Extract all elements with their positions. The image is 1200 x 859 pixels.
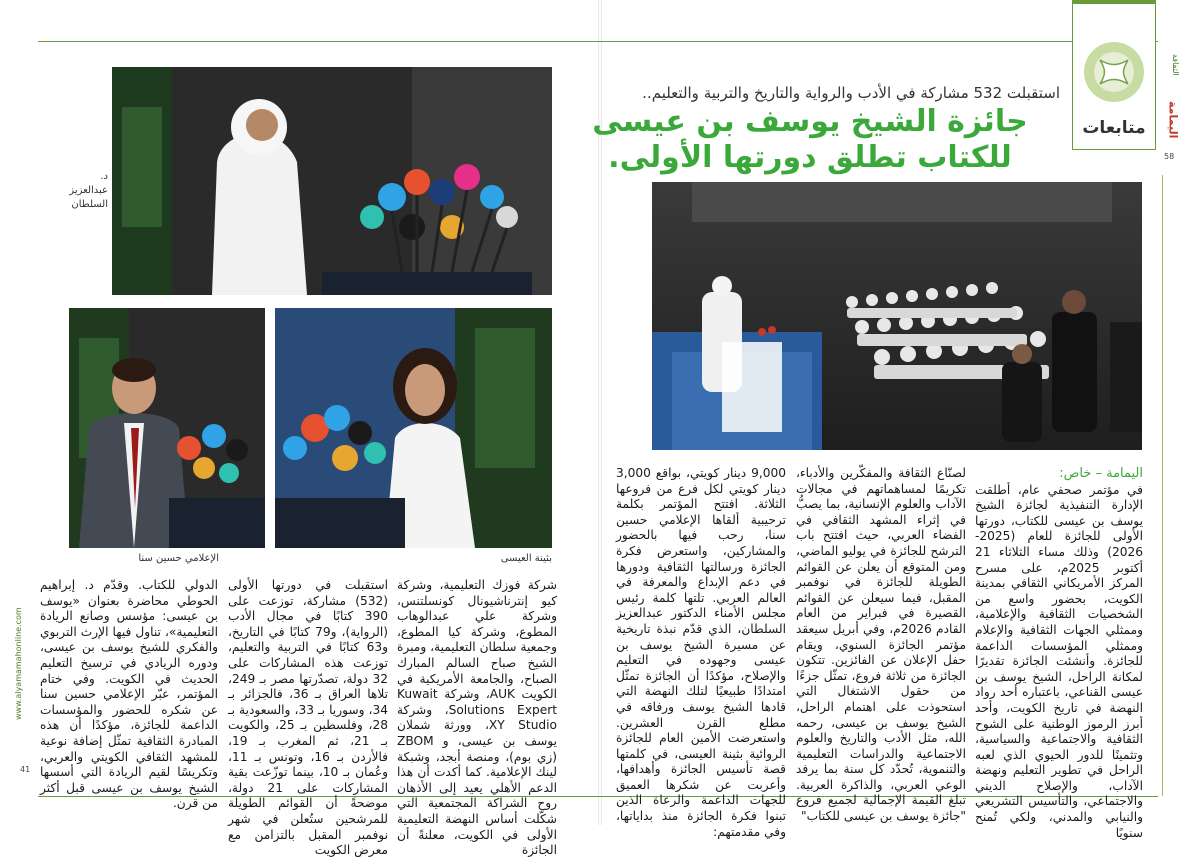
headline-line-2: للكتاب تطلق دورتها الأولى. [608, 140, 1012, 175]
column-4-text: شركة فوزك التعليمية، وشركة كيو إنترناشيونال كونسلتنس، وشركة علي عبدالوهاب المطوع، وشركة كيا المطوع، وجمعية سلطان التعليمية، ومبرة الشيخ صباح السالم المبارك الصباح، والجامعة الأمريكية في الكويت AUK، وشركة Kuwait Solutions Expert، وشركة XY Studio، وورثة شملان يوسف بن عيسى، و ZBOM (زي بوم)، ومنصة أبجد، وشبكة لينك الإعلامية. كما أكدت أن هذا الدعم الأهلي يعيد إلى الأذهان روح الشراكة المجتمعية التي شكّلت أساس النهضة التعليمية الأولى في الكويت، معلنةً أن الجائزة [397, 578, 557, 858]
article-column-3 [616, 466, 786, 839]
section-label: متابعات [1082, 118, 1146, 138]
magazine-logo: اليمامة [1166, 101, 1180, 139]
side-rule [1162, 175, 1163, 796]
section-tab-bar [1072, 0, 1156, 4]
column-1-text: في مؤتمر صحفي عام، أطلقت الإدارة التنفيذية لجائزة الشيخ يوسف بن عيسى للكتاب، دورتها الأولى للجائزة للعام (2025-2026) وذلك مساء الثلاثاء 21 أكتوبر 2025م، على مسرح المركز الأمريكاني الثقافي بمدينة الكويت، بحضور واسع من الشخصيات الثقافية والإعلامية، وممثلي الجهات الثقافية والإعلام وممثلي المؤسسات الداعمة للجائزة. وأنشئت الجائزة تقديرًا لمكانة الراحل، الشيخ يوسف بن عيسى القناعي، باعتباره أحد رواد النهضة في تاريخ الكويت، وأحد أبرز الرموز الوطنية على الشوح الثقافية والاجتماعية والسياسية، وتثمينًا للدور الحيوي الذي لعبه الراحل في تطوير التعليم ونهضة الآداب، والإصلاح الديني والاجتماعي، والتأسيس التشريعي والنيابي والمدني، ولكي تُمنح سنويًا [975, 482, 1143, 840]
section-vertical-label: الثقافة [1171, 54, 1180, 76]
speaker-photo-buthaina [275, 308, 552, 548]
article-column-4 [397, 578, 557, 858]
top-rule [38, 41, 1158, 42]
caption-sultan-line-1: د. عبدالعزيز [69, 171, 108, 196]
article-column-1 [975, 466, 1143, 840]
speaker-photo-hussein [69, 308, 265, 548]
page-number-left: 41 [20, 765, 31, 774]
caption-hussein: الإعلامي حسين سنا [138, 553, 219, 564]
column-2-text: لصنّاع الثقافة والمفكّرين والأدباء، تكريمًا لمساهماتهم في مجالات الآداب والعلوم الإنسانية، بما يصبُّ في إثراء المشهد الثقافي في الفضاء العربي، حيث افتتح باب الترشح للجائزة في يوليو الماضي، ومن المتوقع أن يعلن عن القوائم الطويلة للجائزة في نوفمبر المقبل، فيما سيعلن عن القوائم القصيرة في فبراير من العام القادم 2026م، وفي أبريل سيعقد مؤتمر الجائزة السنوي، ويقام حفل الإعلان عن الفائزين. تتكون الجائزة من ثلاثة فروع، تمثّل جزءًا من حقول الاشتغال التي استحوذت على اهتمام الراحل، الشيخ يوسف بن عيسى، رحمه الله، مثل الأدب والتاريخ والعلوم الاجتماعية والدراسات التعليمية والتنموية، تُحدّد كل سنة بما يرفد الوعي العربي، والذاكرة العربية. تبلغ القيمة الإجمالية لجميع فروع "جائزة يوسف بن عيسى للكتاب" [796, 466, 967, 824]
article-byline: اليمامة – خاص: [1059, 466, 1143, 481]
article-column-5 [228, 578, 389, 858]
caption-buthaina: بثينة العيسى [500, 553, 552, 564]
caption-sultan-line-2: السلطان [71, 199, 108, 210]
article-kicker: استقبلت 532 مشاركة في الأدب والرواية والتاريخ والتربية والتعليم.. [642, 84, 1060, 102]
website-url: www.alyamamahonline.com [14, 607, 23, 720]
article-column-2 [796, 466, 967, 824]
column-5-text: استقبلت في دورتها الأولى (532) مشاركة، توزعت على 390 كتابًا في مجال الأدب (الرواية)، و79 كتابًا في التاريخ، و63 كتابًا في التربية والتعليم، توزعت هذه المشاركات على 32 دولة، تصدّرتها مصر بـ 249، تلاها العراق بـ 36، فالجزائر بـ 34، وسوريا بـ 33، والسعودية بـ 28، وفلسطين بـ 25، والكويت بـ 21، ثم المغرب بـ 19، فالأردن بـ 16، وتونس بـ 11، وعُمان بـ 10، بينما توزّعت بقية المشاركات على 21 دولة، موضحةً أن القوائم الطويلة للمرشحين ستُعلن في شهر نوفمبر المقبل بالتزامن مع معرض الكويت [228, 578, 389, 858]
speaker-photo-sultan [112, 67, 552, 295]
section-logo-icon [1084, 42, 1144, 102]
column-3-text: 9,000 دينار كويتي، بواقع 3,000 دينار كويتي لكل فرع من فروعها الثلاثة. افتتح المؤتمر بكلمة ترحيبية ألقاها الإعلامي حسين سنا، رحب فيها بالحضور والمشاركين، واستعرض فكرة الجائزة ورسالتها الثقافية ودورها في دعم الإبداع والمعرفة في العالم العربي. تلتها كلمة رئيس مجلس الأمناء الدكتور عبدالعزيز السلطان، الذي قدّم نبذة تاريخية عن مسيرة الشيخ يوسف بن عيسى وجهوده في التعليم والإصلاح، مؤكدًا أن الجائزة تمثّل امتدادًا طبيعيًا لتلك النهضة التي قادها الشيخ يوسف ورفاقه في مطلع القرن العشرين. واستعرضت الأمين العام للجائزة الروائية بثينة العيسى، في كلمتها قصة تأسيس الجائزة وأهدافها، وأعربت عن شكرها العميق للجهات الداعمة والرعاة الذين تبنوا فكرة الجائزة منذ بداياتها، وفي مقدمتهم: [616, 466, 786, 839]
conference-hall-photo [652, 182, 1142, 450]
headline-line-1: جائزة الشيخ يوسف بن عيسى [592, 104, 1028, 139]
page-number-right: 58 [1164, 152, 1175, 161]
column-6-text: الدولي للكتاب. وقدّم د. إبراهيم الحوطي محاضرة بعنوان «يوسف بن عيسى: مؤسس وصانع الريادة التعليمية»، تناول فيها الإرث التربوي والفكري للشيخ يوسف بن عيسى، ودوره الريادي في ترسيخ التعليم الحديث في الكويت. وفي ختام المؤتمر، عبّر الإعلامي حسين سنا عن شكره للحضور والمؤسسات الداعمة للجائزة، مؤكدًا أن هذه المبادرة الثقافية تمثّل إضافة نوعية للمشهد الثقافي الكويتي والعربي، وتكريسًا لقيم الريادة التي أسسها الشيخ يوسف بن عيسى قبل أكثر من قرن. [40, 578, 218, 811]
article-column-6 [40, 578, 218, 811]
caption-sultan [60, 170, 108, 212]
article-headline [560, 104, 1060, 176]
